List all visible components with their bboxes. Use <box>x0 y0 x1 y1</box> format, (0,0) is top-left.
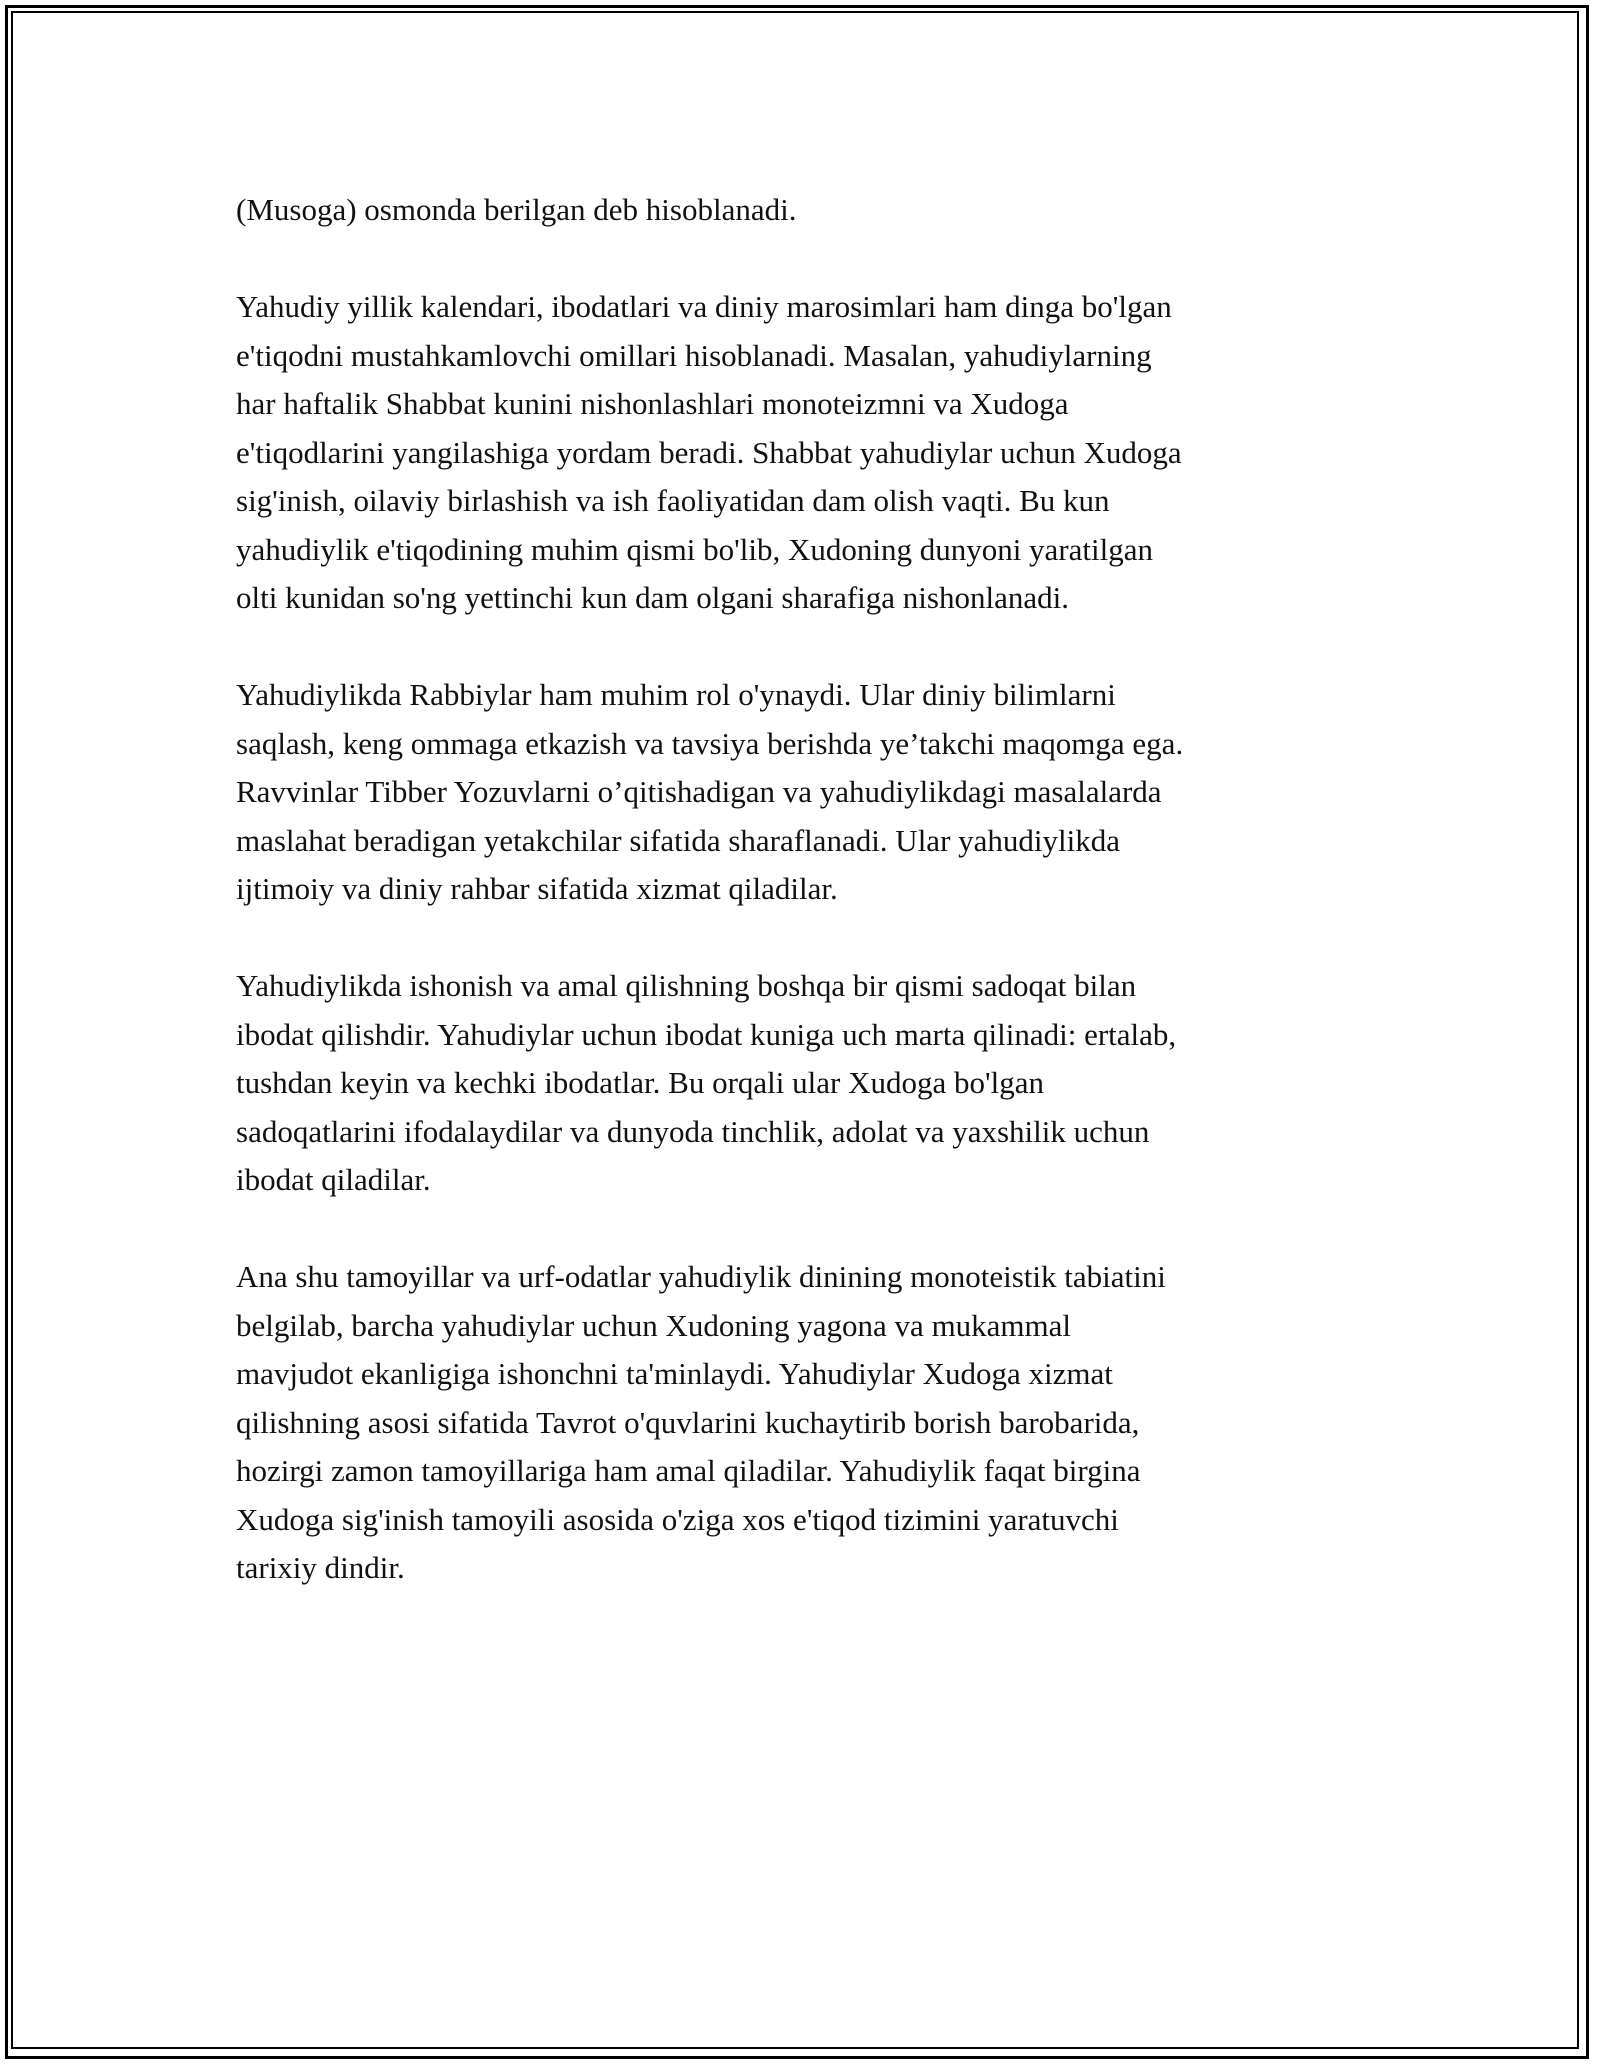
document-body <box>236 186 1386 1641</box>
paragraph-5: Ana shu tamoyillar va urf-odatlar yahudiylik dinining monoteistik tabiatini belgilab, barcha yahudiylar uchun Xudoning yagona va mukammal mavjudot ekanligiga ishonchni ta'minlaydi. Yahudiylar Xudoga xizmat qilishning asosi sifatida Tavrot o'quvlarini kuchaytirib borish barobarida, hozirgi zamon tamoyillariga ham amal qiladilar. Yahudiylik faqat birgina Xudoga sig'inish tamoyili asosida o'ziga xos e'tiqod tizimini yaratuvchi tarixiy dindir. <box>236 1259 1166 1585</box>
paragraph-4: Yahudiylikda ishonish va amal qilishning boshqa bir qismi sadoqat bilan ibodat qilishdir. Yahudiylar uchun ibodat kuniga uch marta qilinadi: ertalab, tushdan keyin va kechki ibodatlar. Bu orqali ular Xudoga bo'lgan sadoqatlarini ifodalaydilar va dunyoda tinchlik, adolat va yaxshilik uchun ibodat qiladilar. <box>236 968 1177 1197</box>
paragraph-2: Yahudiy yillik kalendari, ibodatlari va diniy marosimlari ham dinga bo'lgan e'tiqodni mustahkamlovchi omillari hisoblanadi. Masalan, yahudiylarning har haftalik Shabbat kunini nishonlashlari monoteizmni va Xudoga e'tiqodlarini yangilashiga yordam beradi. Shabbat yahudiylar uchun Xudoga sig'inish, oilaviy birlashish va ish faoliyatidan dam olish vaqti. Bu kun yahudiylik e'tiqodining muhim qismi bo'lib, Xudoning dunyoni yaratilgan olti kunidan so'ng yettinchi kun dam olgani sharafiga nishonlanadi. <box>236 289 1182 615</box>
paragraph-1: (Musoga) osmonda berilgan deb hisoblanadi. <box>236 192 797 227</box>
paragraph-3: Yahudiylikda Rabbiylar ham muhim rol o'ynaydi. Ular diniy bilimlarni saqlash, keng ommaga etkazish va tavsiya berishda ye’takchi maqomga ega. Ravvinlar Tibber Yozuvlarni o’qitishadigan va yahudiylikdagi masalalarda maslahat beradigan yetakchilar sifatida sharaflanadi. Ular yahudiylikda ijtimoiy va diniy rahbar sifatida xizmat qiladilar. <box>236 677 1184 906</box>
